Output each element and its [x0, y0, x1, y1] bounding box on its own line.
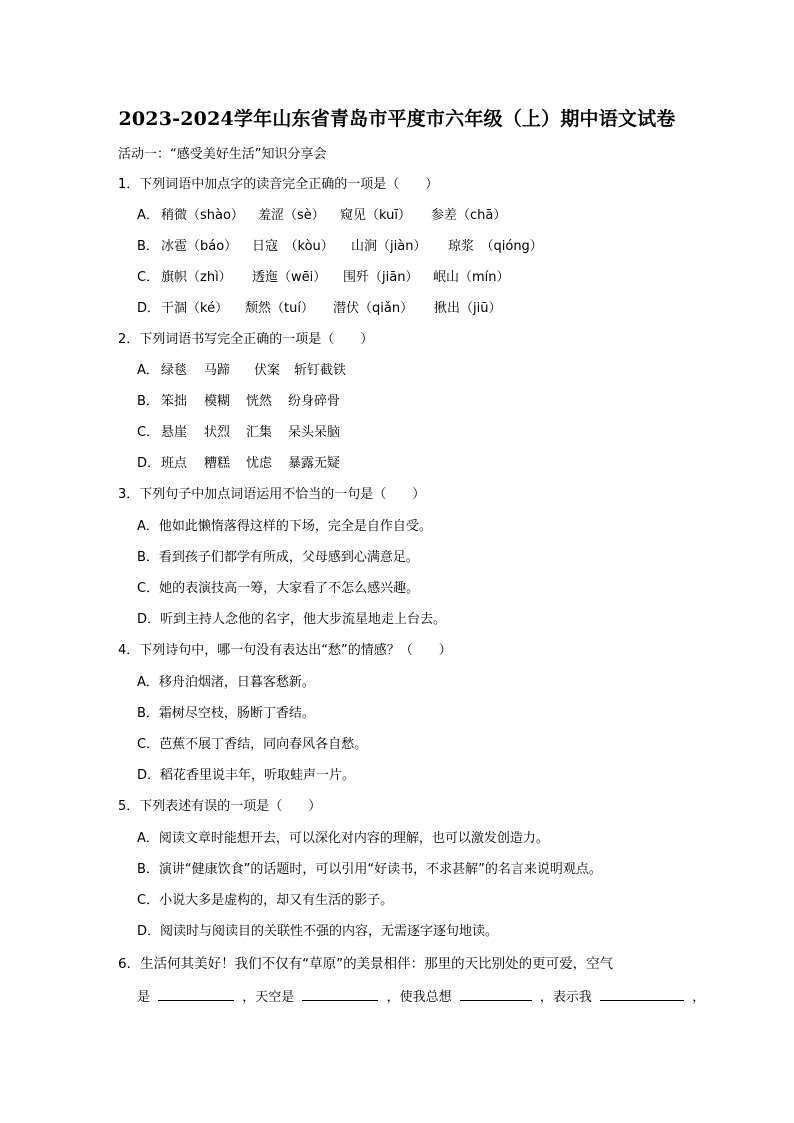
option-word: 马蹄 [204, 363, 231, 378]
option-label: D． [137, 456, 161, 471]
fill-text: ，表示我 [539, 990, 592, 1005]
question-6-stem: 6．生活何其美好！我们不仅有“草原”的美景相伴：那里的天比别处的更可爱，空气 [118, 956, 614, 972]
answer-blank-3[interactable] [460, 986, 532, 1001]
question-4-option-d[interactable]: D．稻花香里说丰年，听取蛙声一片。 [137, 768, 356, 783]
fill-text: ，天空是 [242, 990, 295, 1005]
question-3-stem: 3．下列句子中加点词语运用不恰当的一句是（ ） [118, 487, 426, 502]
option-word: 山涧（jiàn） [351, 239, 427, 254]
option-word: 绿毯 [161, 363, 188, 378]
option-word: 暴露无疑 [288, 456, 341, 471]
question-5-option-a[interactable]: A．阅读文章时能想开去，可以深化对内容的理解，也可以激发创造力。 [137, 831, 549, 846]
option-word: 悬崖 [161, 425, 188, 440]
option-word: 旗帜（zhì） [161, 270, 232, 285]
option-word: 纷身碎骨 [288, 394, 341, 409]
option-label: D． [137, 301, 161, 316]
option-word: 忧虑 [246, 456, 273, 471]
question-3-option-a[interactable]: A．他如此懒惰落得这样的下场，完全是自作自受。 [137, 519, 432, 534]
option-word: 透迤（wēi） [252, 270, 327, 285]
option-word: 班点 [161, 456, 188, 471]
question-4-option-a[interactable]: A．移舟泊烟渚，日暮客愁新。 [137, 675, 315, 690]
option-word: 参差（chā） [431, 208, 507, 223]
fill-text: ， [692, 990, 706, 1005]
page-title: 2023-2024学年山东省青岛市平度市六年级（上）期中语文试卷 [118, 108, 676, 130]
answer-blank-1[interactable] [158, 986, 234, 1001]
option-word: 揪出（jiū） [434, 301, 502, 316]
question-6-fill-line [137, 986, 705, 1007]
option-word: 干涸（ké） [161, 301, 229, 316]
activity-heading: 活动一：“感受美好生活”知识分享会 [118, 147, 327, 162]
option-label: C． [137, 270, 160, 285]
option-word: 冰雹（báo） [161, 239, 238, 254]
option-word: 岷山（mín） [433, 270, 510, 285]
option-word: 糟糕 [204, 456, 231, 471]
option-label: B． [137, 239, 159, 254]
option-word: 围歼（jiān） [343, 270, 419, 285]
question-4-stem: 4．下列诗句中，哪一句没有表达出“愁”的情感？（ ） [118, 643, 452, 658]
option-word: 笨拙 [161, 394, 188, 409]
option-label: B． [137, 394, 159, 409]
question-5-stem: 5．下列表述有误的一项是（ ） [118, 799, 322, 814]
question-3-option-b[interactable]: B．看到孩子们都学有所成，父母感到心满意足。 [137, 550, 419, 565]
option-word: 恍然 [246, 394, 273, 409]
option-word: 伏案 [254, 363, 281, 378]
question-1-stem: 1．下列词语中加点字的读音完全正确的一项是（ ） [118, 177, 439, 192]
option-label: A． [137, 363, 159, 378]
question-4-option-c[interactable]: C．芭蕉不展丁香结，同向春风各自愁。 [137, 737, 368, 752]
option-word: 日寇 （kòu） [252, 239, 334, 254]
option-word: 斩钉截铁 [294, 363, 347, 378]
option-word: 窥见（kuī） [340, 208, 411, 223]
option-word: 汇集 [246, 425, 273, 440]
question-5-option-d[interactable]: D．阅读时与阅读目的关联性不强的内容，无需逐字逐句地读。 [137, 924, 499, 939]
question-2-stem: 2．下列词语书写完全正确的一项是（ ） [118, 332, 374, 347]
option-word: 模糊 [204, 394, 231, 409]
question-5-option-c[interactable]: C．小说大多是虚构的，却又有生活的影子。 [137, 893, 394, 908]
question-5-option-b[interactable]: B．演讲“健康饮食”的话题时，可以引用“好读书，不求甚解”的名言来说明观点。 [137, 862, 602, 877]
question-4-option-b[interactable]: B．霜树尽空枝，肠断丁香结。 [137, 706, 315, 721]
fill-text: ，使我总想 [386, 990, 452, 1005]
option-word: 琼浆 （qióng） [448, 239, 543, 254]
question-3-option-c[interactable]: C．她的表演技高一筹，大家看了不怎么感兴趣。 [137, 581, 420, 596]
option-word: 羞涩（sè） [258, 208, 325, 223]
option-word: 颓然（tuí） [245, 301, 314, 316]
option-word: 稍微（shào） [161, 208, 244, 223]
fill-text: 是 [137, 990, 151, 1005]
option-label: A． [137, 208, 159, 223]
answer-blank-2[interactable] [302, 986, 378, 1001]
option-word: 状烈 [204, 425, 231, 440]
option-label: C． [137, 425, 160, 440]
option-word: 潜伏（qiǎn） [333, 301, 414, 316]
answer-blank-4[interactable] [600, 986, 684, 1001]
question-3-option-d[interactable]: D．听到主持人念他的名字，他大步流星地走上台去。 [137, 612, 447, 627]
option-word: 呆头呆脑 [288, 425, 341, 440]
